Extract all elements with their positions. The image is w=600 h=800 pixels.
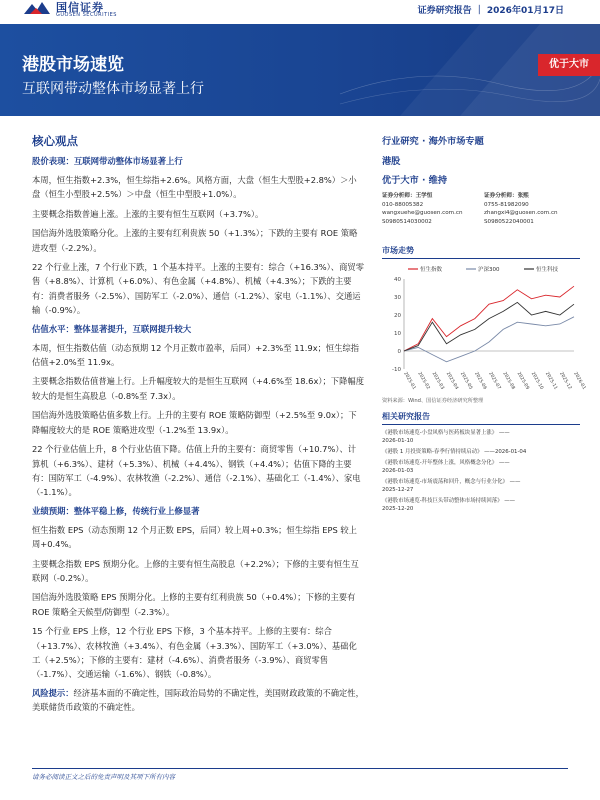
paragraph: 国信海外选股策略分化。上涨的主要有红利贵族 50（+1.3%）；下跌的主要有 ROE 策略进攻型（-2.2%）。 xyxy=(32,228,358,253)
industry-name: 港股 xyxy=(382,156,401,167)
x-tick-label: 2025-03 xyxy=(430,371,445,391)
report-category: 行业研究 · 海外市场专题 xyxy=(382,136,484,147)
market-trend-chart xyxy=(382,261,587,396)
risk-warning xyxy=(32,686,364,715)
logo-text-en: GUOSEN SECURITIES xyxy=(56,12,117,18)
x-tick-label: 2025-12 xyxy=(558,371,573,391)
risk-lead: 风险提示： xyxy=(32,687,74,698)
analyst-cert: S0980522040001 xyxy=(484,218,534,225)
analyst-email[interactable]: zhangxi4@guosen.com.cn xyxy=(484,210,558,216)
section-head-price: 股价表现：互联网带动整体市场显著上行 xyxy=(32,156,183,166)
y-tick-label: -10 xyxy=(392,367,401,373)
series-line-2 xyxy=(404,302,574,351)
related-report-date: 2025-12-20 xyxy=(382,506,414,512)
paragraph: 主要概念指数 EPS 预期分化。上修的主要有恒生高股息（+2.2%）；下修的主要有恒生互联网（-0.2%）。 xyxy=(32,558,359,583)
rating-badge: 优于大市 xyxy=(538,54,600,76)
x-tick-label: 2025-02 xyxy=(416,371,431,391)
paragraph: 主要概念指数估值普遍上行。上升幅度较大的是恒生互联网（+4.6%至 18.6x）；下降幅度较大的是恒生高股息（-0.8%至 7.3x）。 xyxy=(32,376,364,401)
company-logo xyxy=(22,0,142,22)
x-tick-label: 2025-11 xyxy=(543,371,558,391)
y-tick-label: 40 xyxy=(394,277,401,283)
related-reports-title: 相关研究报告 xyxy=(382,411,580,425)
section-head-valuation: 估值水平：整体显著提升，互联网提升较大 xyxy=(32,323,192,334)
x-tick-label: 2025-05 xyxy=(458,371,473,391)
market-trend-title: 市场走势 xyxy=(382,245,580,259)
y-tick-label: 0 xyxy=(397,349,401,355)
y-tick-label: 20 xyxy=(394,313,401,319)
disclaimer-footer: 请务必阅读正文之后的免责声明及其项下所有内容 xyxy=(32,768,568,781)
risk-text: 经济基本面的不确定性，国际政治局势的不确定性，美国财政政策的不确定性，美联储货币政策的不确定性。 xyxy=(32,687,364,713)
analyst-name: 证券分析师：张熙 xyxy=(484,193,529,199)
paragraph: 15 个行业 EPS 上修，12 个行业 EPS 下修，3 个基本持平。上修的主要有：综合（+13.7%）、农林牧渔（+3.4%）、有色金属（+3.3%）、国防军工（+3.0%）、基础化工（+2.5%）；下修的主要有：建材（-4.6%）、消费者服务（-3.9%）、商贸零售（-1.7%）、交通运输（-1.6%）、钢铁（-0.8%）。 xyxy=(32,626,357,680)
paragraph: 22 个行业上涨，7 个行业下跌，1 个基本持平。上涨的主要有：综合（+16.3%）、商贸零售（+8.8%）、计算机（+6.0%）、有色金属（+4.8%）、机械（+4.3%）；下跌的主要有：消费者服务（-2.5%）、国防军工（-2.0%）、通信（-1.2%）、家电（-1.1%）、交通运输（-0.9%）。 xyxy=(32,262,364,316)
related-report-item[interactable] xyxy=(382,448,580,456)
analyst-card xyxy=(484,192,582,226)
paragraph: 本周，恒生指数+2.3%，恒生综指+2.6%。风格方面，大盘（恒生大型股+2.8%）＞小盘（恒生小型股+2.5%）＞中盘（恒生中型股+1.0%）。 xyxy=(32,175,357,200)
analyst-phone: 010-88005382 xyxy=(382,201,424,208)
related-report-title: 《港股市场速览-小盘风格与医药板块显著上涨》 —— xyxy=(382,430,510,436)
analyst-name: 证券分析师：王学恒 xyxy=(382,193,433,199)
paragraph: 22 个行业估值上升，8 个行业估值下降。估值上升的主要有：商贸零售（+10.7%）、计算机（+6.3%）、建材（+5.3%）、机械（+4.4%）、钢铁（+4.4%）；估值下降的主要有：国防军工（-4.9%）、农林牧渔（-2.2%）、通信（-2.1%）、基础化工（-1.4%）、家电（-1.1%）。 xyxy=(32,444,361,498)
related-report-title: 《港股 1 月投资策略-春季行情持续启动》 ——2026-01-04 xyxy=(382,449,527,455)
x-tick-label: 2025-06 xyxy=(473,371,488,391)
x-tick-label: 2025-09 xyxy=(515,371,530,391)
x-tick-label: 2025-01 xyxy=(402,371,417,391)
paragraph: 国信海外选股策略估值多数上行。上升的主要有 ROE 策略防御型（+2.5%至 9.0x）；下降幅度较大的是 ROE 策略进攻型（-1.2%至 13.9x）。 xyxy=(32,410,357,435)
analyst-email[interactable]: wangxuehe@guosen.com.cn xyxy=(382,210,463,216)
paragraph: 主要概念指数普遍上涨。上涨的主要有恒生互联网（+3.7%）。 xyxy=(32,208,264,219)
x-tick-label: 2025-07 xyxy=(487,371,502,391)
related-reports-list xyxy=(382,429,580,513)
related-report-title: 《港股市场速览-市场震荡和回升，概念与行业分化》 —— xyxy=(382,479,521,485)
report-title: 港股市场速览 xyxy=(22,55,124,75)
logo-text-cn: 国信证券 xyxy=(56,1,104,14)
x-tick-label: 2025-04 xyxy=(444,371,459,391)
legend-label: 沪深300 xyxy=(478,267,500,273)
paragraph: 国信海外选股策略 EPS 预期分化。上修的主要有红利贵族 50（+0.4%）；下修的主要有 ROE 策略全天候型/防御型（-2.3%）。 xyxy=(32,592,356,617)
related-report-date: 2026-01-10 xyxy=(382,438,414,444)
x-tick-label: 2026-01 xyxy=(572,371,587,391)
report-subtitle: 互联网带动整体市场显著上行 xyxy=(22,81,204,97)
x-tick-label: 2025-10 xyxy=(529,371,544,391)
core-views xyxy=(32,133,364,715)
top-bar xyxy=(0,0,600,24)
paragraph: 恒生指数 EPS（动态预期 12 个月正数 EPS，后同）较上周+0.3%；恒生综指 EPS 较上周+0.4%。 xyxy=(32,524,357,550)
legend-label: 恒生指数 xyxy=(420,267,443,273)
legend-label: 恒生科技 xyxy=(536,267,559,273)
sidebar xyxy=(382,133,587,516)
related-report-item[interactable] xyxy=(382,459,580,475)
analyst-cert: S0980514030002 xyxy=(382,218,432,225)
logo-mark-icon xyxy=(22,0,52,16)
core-views-title: 核心观点 xyxy=(32,134,78,148)
related-report-item[interactable] xyxy=(382,429,580,445)
related-report-date: 2025-12-27 xyxy=(382,487,414,493)
related-report-title: 《港股市场速览-开年整体上涨，风格概念分化》 —— xyxy=(382,460,510,466)
analyst-card xyxy=(382,192,480,226)
paragraph: 本周，恒生指数估值（动态预期 12 个月正数市盈率，后同）+2.3%至 11.9x；恒生综指估值+2.0%至 11.9x。 xyxy=(32,342,360,368)
y-tick-label: 10 xyxy=(394,331,401,337)
related-report-date: 2026-01-03 xyxy=(382,468,414,474)
y-tick-label: 30 xyxy=(394,295,401,301)
title-banner xyxy=(0,24,600,116)
section-head-earnings: 业绩预期：整体平稳上修，传统行业上修显著 xyxy=(32,505,200,516)
related-report-item[interactable] xyxy=(382,478,580,494)
analyst-phone: 0755-81982090 xyxy=(484,201,529,208)
related-report-title: 《港股市场速览-科技巨头带动整体市场持续回落》 —— xyxy=(382,498,516,504)
x-tick-label: 2025-08 xyxy=(501,371,516,391)
analyst-info xyxy=(382,192,580,236)
industry-rating: 优于大市 · 维持 xyxy=(382,175,448,186)
chart-source: 资料来源：Wind、国信证券经济研究所整理 xyxy=(382,398,484,404)
trend-chart-svg xyxy=(382,261,587,396)
report-type-date: 证券研究报告 ｜ 2026年01月17日 xyxy=(417,6,564,16)
related-report-item[interactable] xyxy=(382,497,580,513)
